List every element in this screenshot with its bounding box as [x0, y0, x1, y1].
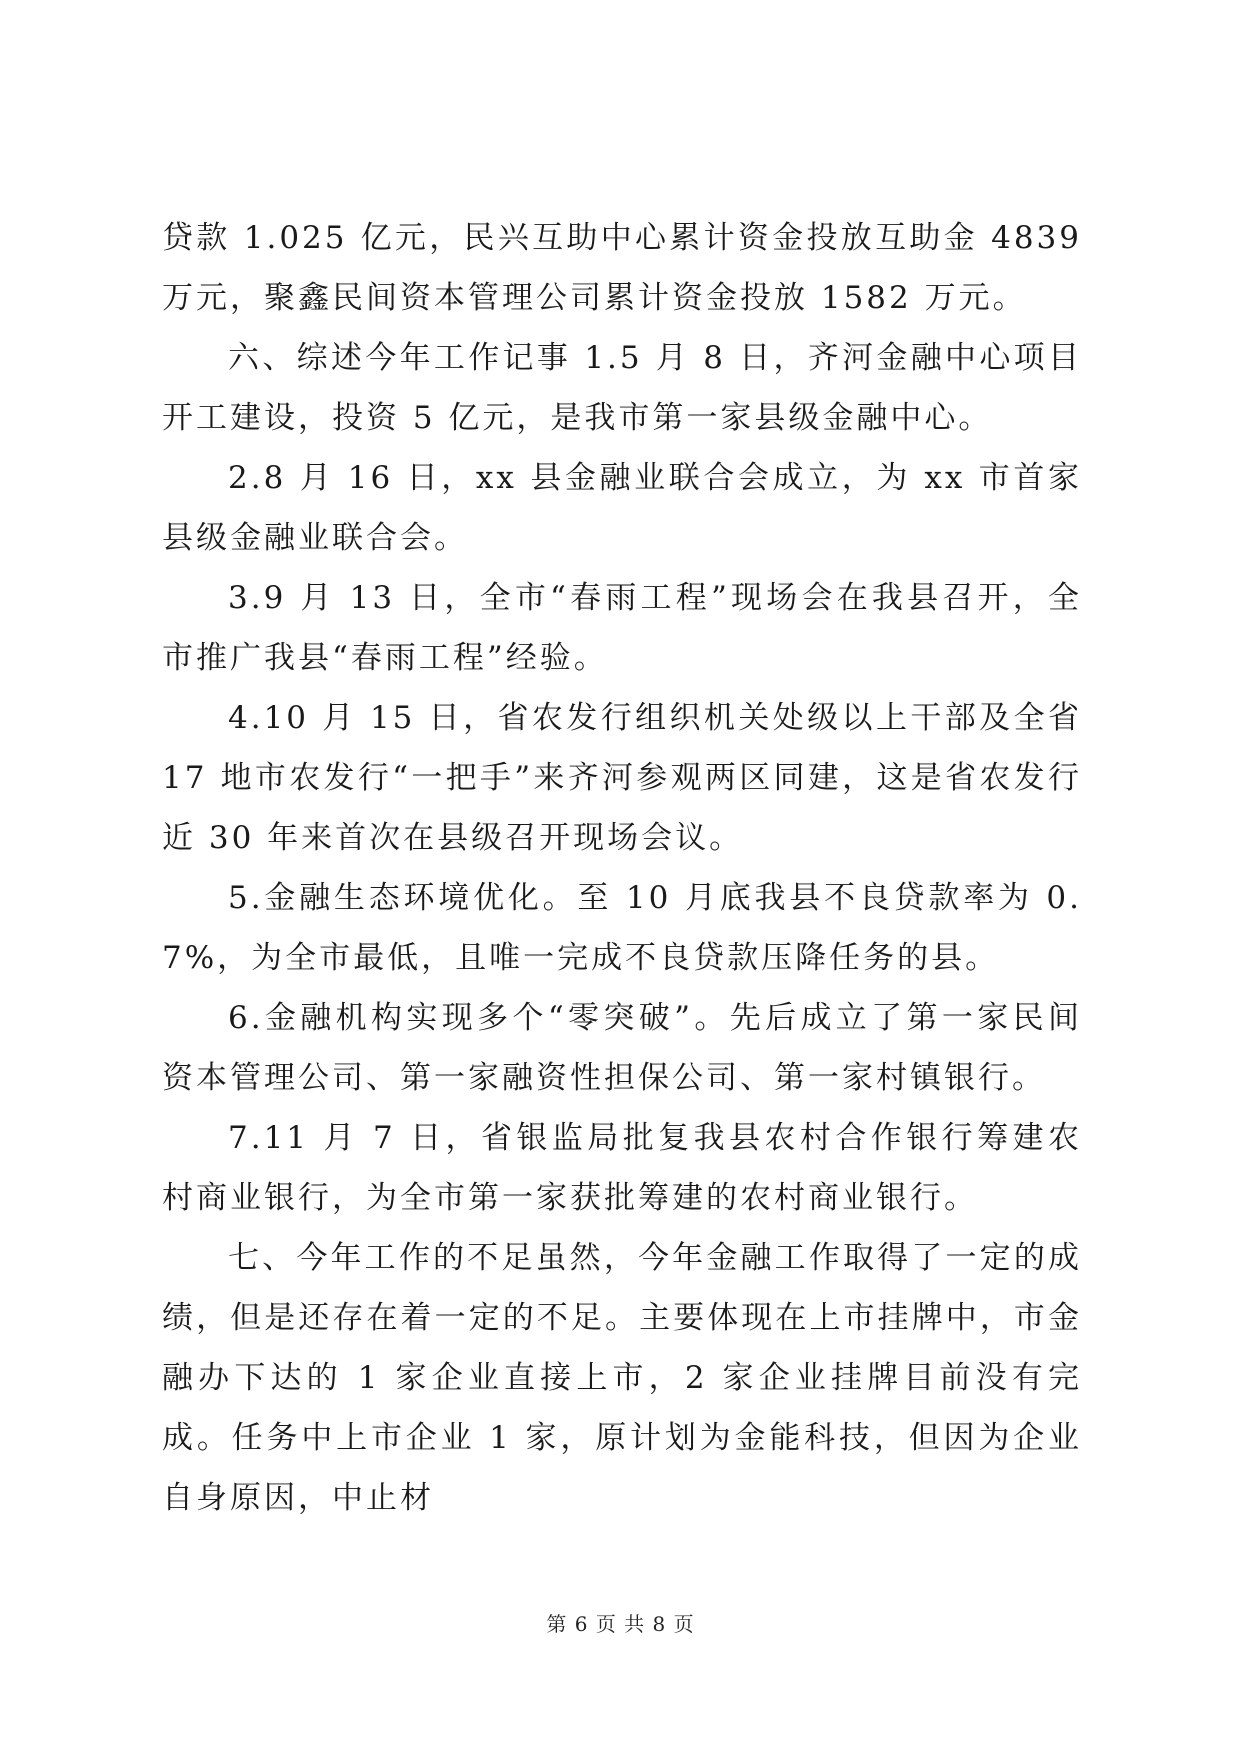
paragraph-section-six-item-1: 六、综述今年工作记事 1.5 月 8 日，齐河金融中心项目开工建设，投资 5 亿元，是我市第一家县级金融中心。 — [162, 340, 1082, 436]
document-body — [162, 208, 1082, 1528]
paragraph-item-2: 2.8 月 16 日，xx 县金融业联合会成立，为 xx 市首家县级金融业联合会。 — [162, 460, 1082, 556]
paragraph-item-3: 3.9 月 13 日，全市“春雨工程”现场会在我县召开，全市推广我县“春雨工程”经验。 — [162, 580, 1082, 676]
paragraph-item-4: 4.10 月 15 日，省农发行组织机关处级以上干部及全省 17 地市农发行“一把手”来齐河参观两区同建，这是省农发行近 30 年来首次在县级召开现场会议。 — [162, 700, 1082, 856]
paragraph-item-7: 7.11 月 7 日，省银监局批复我县农村合作银行筹建农村商业银行，为全市第一家获批筹建的农村商业银行。 — [162, 1120, 1082, 1216]
paragraph-item-5: 5.金融生态环境优化。至 10 月底我县不良贷款率为 0.7%，为全市最低，且唯一完成不良贷款压降任务的县。 — [162, 880, 1082, 976]
paragraph-loan-summary: 贷款 1.025 亿元，民兴互助中心累计资金投放互助金 4839 万元，聚鑫民间资本管理公司累计资金投放 1582 万元。 — [162, 220, 1082, 316]
paragraph-section-seven: 七、今年工作的不足虽然，今年金融工作取得了一定的成绩，但是还存在着一定的不足。主要体现在上市挂牌中，市金融办下达的 1 家企业直接上市，2 家企业挂牌目前没有完成。任务中上市企业 1 家，原计划为金能科技，但因为企业自身原因，中止材 — [162, 1240, 1082, 1516]
page-number-footer: 第 6 页 共 8 页 — [546, 1612, 695, 1636]
paragraph-item-6: 6.金融机构实现多个“零突破”。先后成立了第一家民间资本管理公司、第一家融资性担保公司、第一家村镇银行。 — [162, 1000, 1082, 1096]
